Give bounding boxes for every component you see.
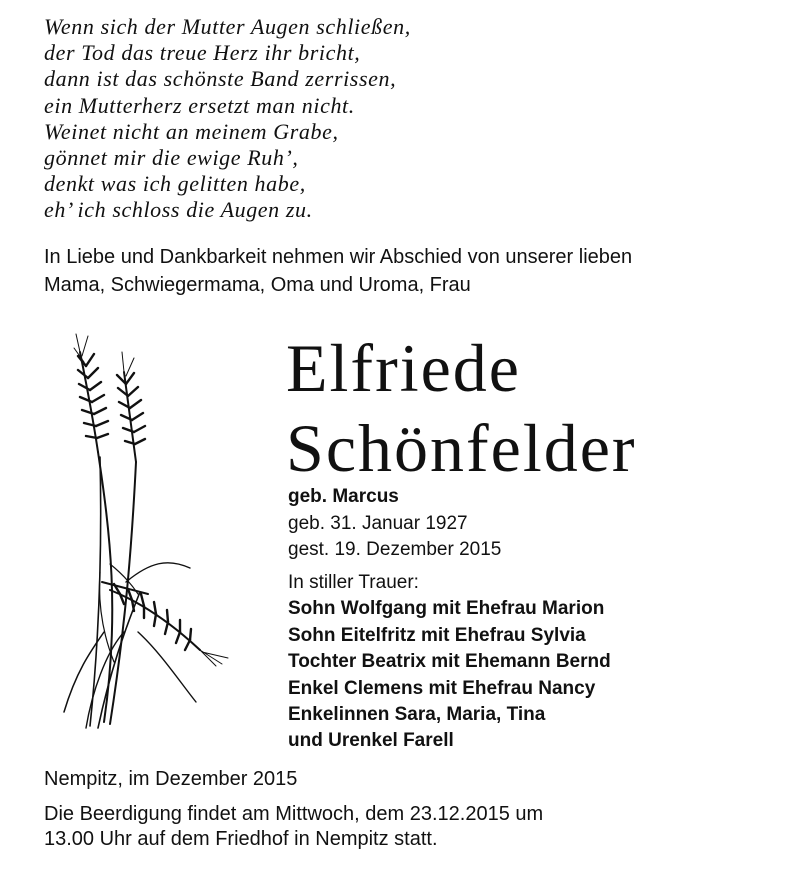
wheat-ears-icon	[40, 332, 240, 732]
mourners-list	[288, 570, 611, 755]
mourner-entry: und Urenkel Farell	[288, 730, 454, 752]
place-and-date: Nempitz, im Dezember 2015	[44, 768, 298, 790]
death-date: gest. 19. Dezember 2015	[288, 539, 502, 560]
maiden-name: geb. Marcus	[288, 486, 399, 507]
mourners-heading: In stiller Trauer:	[288, 572, 419, 593]
first-name: Elfriede	[286, 330, 521, 406]
last-name: Schönfelder	[286, 410, 637, 486]
life-dates	[288, 484, 501, 564]
intro-line: Mama, Schwiegermama, Oma und Uroma, Frau	[44, 274, 471, 296]
memorial-poem	[44, 14, 411, 224]
mourner-entry: Tochter Beatrix mit Ehemann Bernd	[288, 651, 611, 673]
mourner-entry: Enkelinnen Sara, Maria, Tina	[288, 704, 546, 726]
poem-line: dann ist das schönste Band zerrissen,	[44, 66, 397, 92]
funeral-line: 13.00 Uhr auf dem Friedhof in Nempitz statt.	[44, 828, 438, 850]
poem-line: gönnet mir die ewige Ruh’,	[44, 145, 299, 171]
intro-line: In Liebe und Dankbarkeit nehmen wir Abschied von unserer lieben	[44, 246, 633, 268]
mourner-entry: Sohn Wolfgang mit Ehefrau Marion	[288, 598, 605, 620]
poem-line: denkt was ich gelitten habe,	[44, 171, 306, 197]
birth-date: geb. 31. Januar 1927	[288, 512, 468, 534]
poem-line: Weinet nicht an meinem Grabe,	[44, 118, 339, 144]
mourner-entry: Sohn Eitelfritz mit Ehefrau Sylvia	[288, 624, 586, 646]
farewell-intro	[44, 243, 784, 299]
poem-line: ein Mutterherz ersetzt man nicht.	[44, 92, 355, 118]
funeral-info	[44, 802, 543, 852]
poem-line: eh’ ich schloss die Augen zu.	[44, 197, 313, 223]
deceased-name	[286, 328, 637, 488]
poem-line: Wenn sich der Mutter Augen schließen,	[44, 14, 411, 39]
funeral-line: Die Beerdigung findet am Mittwoch, dem 23.12.2015 um	[44, 803, 544, 825]
mourner-entry: Enkel Clemens mit Ehefrau Nancy	[288, 677, 596, 699]
poem-line: der Tod das treue Herz ihr bricht,	[44, 40, 361, 66]
